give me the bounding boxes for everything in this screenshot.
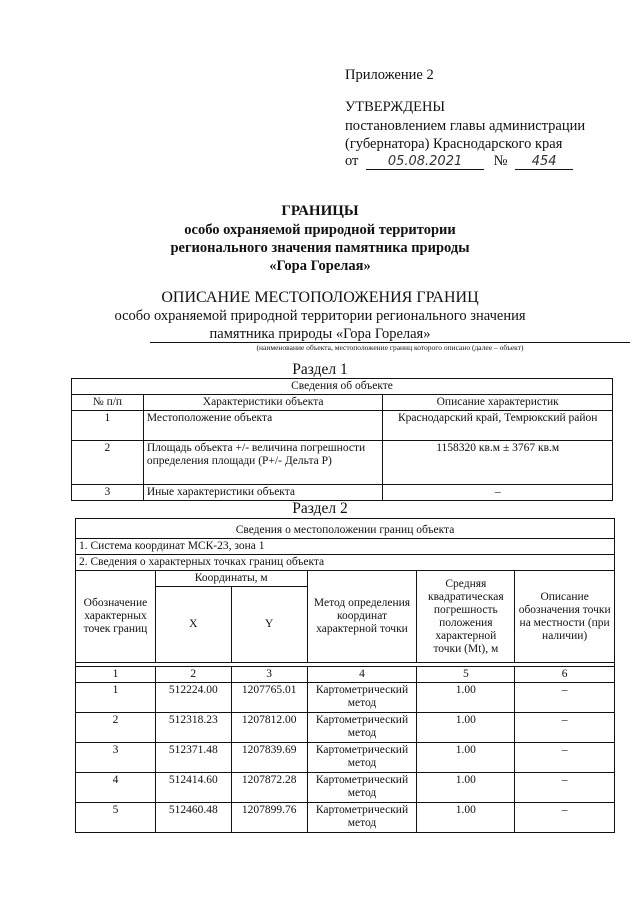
point-error: 1.00 [417,773,515,803]
boundary-table-title: Сведения о местоположении границ объекта [76,519,615,539]
column-number: 5 [417,667,515,683]
point-method: Картометрический метод [307,743,417,773]
object-info-table [71,378,613,501]
title-line-4: «Гора Горелая» [269,258,371,274]
col-header-x: X [155,587,231,663]
point-error: 1.00 [417,683,515,713]
description-line-2: особо охраняемой природной территории регионального значения [114,308,526,324]
point-y: 1207872.28 [231,773,307,803]
number-prefix: № [493,153,508,169]
point-y: 1207765.01 [231,683,307,713]
column-numbers-row [76,667,615,683]
table-row [76,773,615,803]
col-header-coordinates: Координаты, м [155,571,307,587]
point-error: 1.00 [417,803,515,833]
approval-number: 454 [515,154,573,170]
point-y: 1207812.00 [231,713,307,743]
point-number: 4 [76,773,156,803]
row-number: 1 [72,411,144,441]
col-header-point-description: Описание обозначения точки на местности (при наличии) [515,571,615,663]
point-number: 5 [76,803,156,833]
object-info-title: Сведения об объекте [72,379,613,395]
point-description: – [515,683,615,713]
appendix-label: Приложение 2 [345,67,434,83]
point-number: 3 [76,743,156,773]
row-characteristic: Площадь объекта +/- величина погрешности определения площади (Р+/- Дельта Р) [143,441,383,485]
table-row [76,743,615,773]
col-header-characteristic: Характеристики объекта [143,395,383,411]
document-title: ГРАНИЦЫ [281,203,359,219]
table-row [72,485,613,501]
col-header-error: Средняя квадратическая погрешность положения характерной точки (Mt), м [417,571,515,663]
approval-date: 05.08.2021 [366,154,484,170]
point-x: 512371.48 [155,743,231,773]
row-characteristic: Иные характеристики объекта [143,485,383,501]
column-number: 6 [515,667,615,683]
row-description: 1158320 кв.м ± 3767 кв.м [383,441,613,485]
approved-label: УТВЕРЖДЕНЫ [345,99,446,115]
column-number: 3 [231,667,307,683]
point-error: 1.00 [417,713,515,743]
col-header-number: № п/п [72,395,144,411]
point-x: 512414.60 [155,773,231,803]
row-number: 2 [72,441,144,485]
point-method: Картометрический метод [307,803,417,833]
point-number: 2 [76,713,156,743]
point-description: – [515,713,615,743]
points-title: 2. Сведения о характерных точках границ объекта [76,555,615,571]
boundary-points-table [75,518,615,833]
approval-date-line [345,152,573,170]
col-header-description: Описание характеристик [383,395,613,411]
description-note: (наименование объекта, местоположение границ которого описано (далее – объект) [256,343,524,352]
row-description: – [383,485,613,501]
column-number: 4 [307,667,417,683]
point-description: – [515,743,615,773]
point-method: Картометрический метод [307,683,417,713]
point-y: 1207899.76 [231,803,307,833]
point-x: 512224.00 [155,683,231,713]
table-row [72,411,613,441]
section-1-title: Раздел 1 [292,361,348,378]
point-y: 1207839.69 [231,743,307,773]
col-header-designation: Обозначение характерных точек границ [76,571,156,663]
point-description: – [515,803,615,833]
table-row [72,441,613,485]
title-line-3: регионального значения памятника природы [170,240,470,256]
row-characteristic: Местоположение объекта [143,411,383,441]
column-number: 2 [155,667,231,683]
point-method: Картометрический метод [307,713,417,743]
point-method: Картометрический метод [307,773,417,803]
table-row [76,683,615,713]
point-error: 1.00 [417,743,515,773]
row-number: 3 [72,485,144,501]
table-row [76,803,615,833]
coordinate-system: 1. Система координат МСК-23, зона 1 [76,539,615,555]
description-heading: ОПИСАНИЕ МЕСТОПОЛОЖЕНИЯ ГРАНИЦ [161,289,479,306]
point-x: 512460.48 [155,803,231,833]
section-2-title: Раздел 2 [292,500,348,517]
approved-line-2: (губернатора) Краснодарского края [345,136,563,152]
table-row [76,713,615,743]
col-header-y: Y [231,587,307,663]
row-description: Краснодарский край, Темрюкский район [383,411,613,441]
point-x: 512318.23 [155,713,231,743]
column-number: 1 [76,667,156,683]
title-line-2: особо охраняемой природной территории [184,222,456,238]
approved-line-1: постановлением главы администрации [345,118,586,134]
description-line-3: памятника природы «Гора Горелая» [209,326,431,342]
date-prefix: от [345,153,359,169]
point-number: 1 [76,683,156,713]
point-description: – [515,773,615,803]
col-header-method: Метод определения координат характерной точки [307,571,417,663]
